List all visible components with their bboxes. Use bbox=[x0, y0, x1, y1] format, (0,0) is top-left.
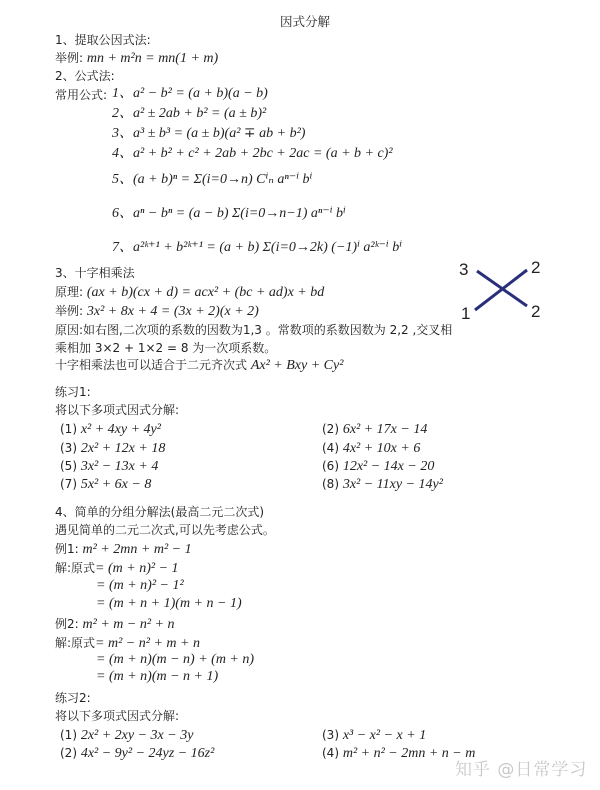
solution2-line2: = (m + n)(m − n) + (m + n) bbox=[96, 652, 255, 667]
formula: mn + m²n = mn(1 + m) bbox=[86, 51, 219, 66]
exercise1-item: (4) 4x² + 10x + 6 bbox=[322, 441, 421, 456]
formula-5: 5、(a + b)ⁿ = Σ(i=0→n) Cⁱₙ aⁿ⁻ⁱ bⁱ bbox=[112, 172, 313, 187]
section2-heading: 2、公式法: bbox=[55, 69, 115, 83]
exercise1-item: (7) 5x² + 6x − 8 bbox=[60, 477, 152, 492]
exercise1-instruction: 将以下多项式因式分解: bbox=[55, 403, 180, 417]
formula-6: 6、aⁿ − bⁿ = (a − b) Σ(i=0→n−1) aⁿ⁻ⁱ bⁱ bbox=[112, 206, 346, 221]
example-label: 举例: bbox=[55, 51, 84, 65]
exercise1-item: (8) 3x² − 11xy − 14y² bbox=[322, 477, 443, 492]
diagram-top-left: 3 bbox=[459, 260, 469, 279]
solution1-line1: 解:原式= (m + n)² − 1 bbox=[55, 561, 179, 576]
principle bbox=[55, 284, 324, 301]
exercise2-heading: 练习2: bbox=[55, 691, 91, 705]
solution2-line1: 解:原式= m² − n² + m + n bbox=[55, 636, 200, 651]
cross-multiplication-diagram bbox=[455, 258, 575, 328]
section4-heading: 4、简单的分组分解法(最高二元二次式) bbox=[55, 505, 264, 519]
exercise2-item: (2) 4x² − 9y² − 24yz − 16z² bbox=[60, 746, 215, 761]
reason-line-2: 乘相加 3×2 + 1×2 = 8 为一次项系数。 bbox=[55, 341, 277, 355]
example-label: 举例: bbox=[55, 304, 84, 318]
principle-label: 原理: bbox=[55, 285, 84, 299]
diagram-top-right: 2 bbox=[531, 258, 541, 277]
formula: (ax + b)(cx + d) = acx² + (bc + ad)x + bd bbox=[86, 285, 325, 300]
solution2-line3: = (m + n)(m − n + 1) bbox=[96, 669, 219, 684]
exercise1-item: (3) 2x² + 12x + 18 bbox=[60, 441, 166, 456]
formula-3: 3、a³ ± b³ = (a ± b)(a² ∓ ab + b²) bbox=[112, 126, 306, 141]
section1-heading: 1、提取公因式法: bbox=[55, 33, 151, 47]
note-text: 十字相乘法也可以适合于二元齐次式 bbox=[55, 358, 248, 372]
solution1-line3: = (m + n + 1)(m + n − 1) bbox=[96, 596, 242, 611]
section1-example bbox=[55, 50, 218, 67]
watermark: 知乎 @日常学习 bbox=[455, 760, 588, 780]
formula: 3x² + 8x + 4 = (3x + 2)(x + 2) bbox=[86, 304, 259, 319]
formula-2: 2、a² ± 2ab + b² = (a ± b)² bbox=[112, 106, 267, 121]
cross-lines-icon bbox=[455, 258, 575, 328]
exercise1-item: (1) x² + 4xy + 4y² bbox=[60, 422, 161, 437]
section3-example bbox=[55, 303, 259, 320]
homogeneous-note bbox=[55, 357, 343, 374]
section3-heading: 3、十字相乘法 bbox=[55, 266, 135, 280]
section4-intro: 遇见简单的二元二次式,可以先考虑公式。 bbox=[55, 523, 275, 537]
formula-1: 1、a² − b² = (a + b)(a − b) bbox=[112, 86, 268, 101]
example1: 例1: m² + 2mn + m² − 1 bbox=[55, 542, 192, 557]
exercise2-item: (3) x³ − x² − x + 1 bbox=[322, 728, 427, 743]
formula-7: 7、a²ᵏ⁺¹ + b²ᵏ⁺¹ = (a + b) Σ(i=0→2k) (−1)ⁱ a²ᵏ⁻ⁱ bⁱ bbox=[112, 240, 403, 255]
formula: Ax² + Bxy + Cy² bbox=[250, 358, 344, 373]
diagram-bottom-right: 2 bbox=[531, 302, 541, 321]
common-formulas-label: 常用公式: bbox=[55, 88, 108, 102]
diagram-bottom-left: 1 bbox=[461, 304, 471, 323]
exercise1-heading: 练习1: bbox=[55, 385, 91, 399]
solution1-line2: = (m + n)² − 1² bbox=[96, 578, 184, 593]
exercise2-instruction: 将以下多项式因式分解: bbox=[55, 709, 180, 723]
exercise1-item: (2) 6x² + 17x − 14 bbox=[322, 422, 428, 437]
formula-4: 4、a² + b² + c² + 2ab + 2bc + 2ac = (a + b + c)² bbox=[112, 146, 393, 161]
exercise1-item: (5) 3x² − 13x + 4 bbox=[60, 459, 159, 474]
exercise2-item: (1) 2x² + 2xy − 3x − 3y bbox=[60, 728, 194, 743]
example2: 例2: m² + m − n² + n bbox=[55, 617, 175, 632]
exercise2-item: (4) m² + n² − 2mn + n − m bbox=[322, 746, 476, 761]
reason-line-1: 原因:如右图,二次项的系数的因数为1,3 。常数项的系数因数为 2,2 ,交叉相 bbox=[55, 323, 453, 337]
exercise1-item: (6) 12x² − 14x − 20 bbox=[322, 459, 435, 474]
page-title: 因式分解 bbox=[280, 14, 331, 29]
